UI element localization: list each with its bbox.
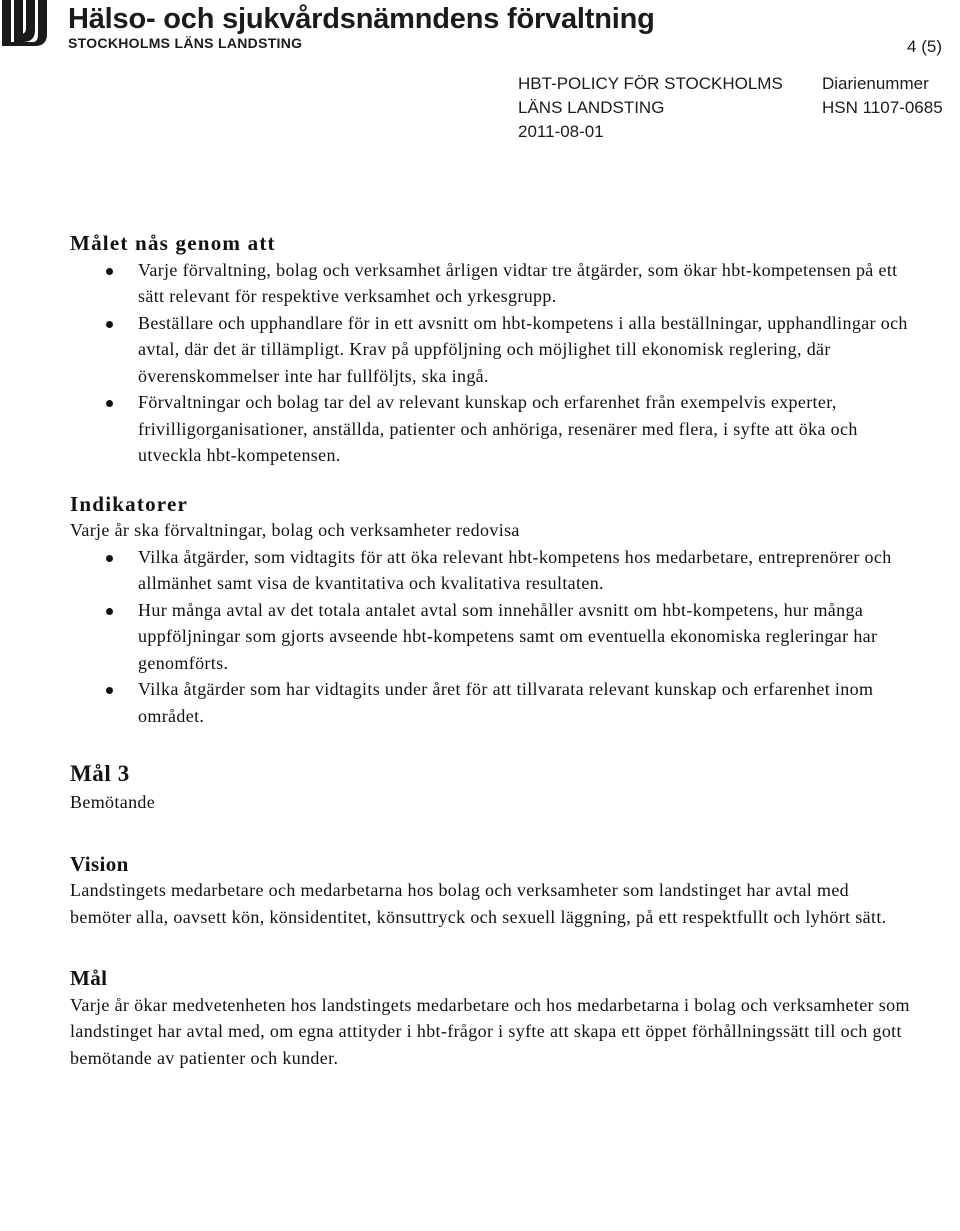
org-subtitle: STOCKHOLMS LÄNS LANDSTING [68, 35, 303, 51]
bullet-icon [106, 268, 113, 275]
bullet-icon [106, 687, 113, 694]
diary-label: Diarienummer [822, 74, 929, 93]
list-item [70, 310, 910, 390]
indicators-heading: Indikatorer [70, 491, 189, 516]
diary-number: HSN 1107-0685 [822, 98, 943, 117]
list-item [70, 544, 910, 597]
list-item-text: Förvaltningar och bolag tar del av relevant kunskap och erfarenhet från exempelvis experter, frivilligorganisationer, anställda, patienter och anhöriga, resenärer med flera, i syfte att öka och utveckla hbt-kompetensen. [138, 392, 858, 465]
indicators-intro: Varje år ska förvaltningar, bolag och verksamheter redovisa [70, 520, 520, 540]
list-item-text: Vilka åtgärder som har vidtagits under året för att tillvarata relevant kunskap och erfarenhet inom området. [138, 679, 874, 726]
document-title-block [518, 72, 783, 144]
diary-block [822, 72, 943, 120]
vision-heading: Vision [70, 851, 129, 876]
document-title-line1: HBT-POLICY FÖR STOCKHOLMS [518, 74, 783, 93]
goal-reach-heading: Målet nås genom att [70, 231, 276, 255]
document-date: 2011-08-01 [518, 122, 604, 141]
list-item [70, 597, 910, 677]
document-title-line2: LÄNS LANDSTING [518, 98, 665, 117]
goal-text: Varje år ökar medvetenheten hos landstingets medarbetare och hos medarbetarna i bolag och verksamheter som landstinget har avtal med, om egna attityder i hbt-frågor i syfte att skapa ett öppet förhållningssätt till och gott bemötande av patienter och kunder. [70, 994, 910, 1068]
org-name: Hälso- och sjukvårdsnämndens förvaltning [68, 3, 655, 35]
bullet-icon [106, 608, 113, 615]
goal3-subheading: Bemötande [70, 792, 156, 812]
list-item [70, 389, 910, 469]
list-item [70, 257, 910, 310]
sll-logo-icon [0, 0, 58, 48]
list-item-text: Hur många avtal av det totala antalet avtal som innehåller avsnitt om hbt-kompetens, hur många uppföljningar som gjorts avseende hbt-kompetens samt om eventuella ekonomiska regleringar har genomförts. [138, 599, 878, 673]
indicators-list [70, 544, 910, 730]
document-body [70, 230, 910, 1071]
list-item-text: Beställare och upphandlare för in ett avsnitt om hbt-kompetens i alla beställningar, upphandlingar och avtal, där det är tillämpligt. Krav på uppföljning och möjlighet till ekonomisk reglering, där överenskommelser inte har fullföljts, ska ingå. [138, 312, 908, 386]
goal-reach-list [70, 257, 910, 469]
bullet-icon [106, 400, 113, 407]
goal3-heading: Mål 3 [70, 761, 130, 786]
page-number: 4 (5) [907, 37, 942, 56]
bullet-icon [106, 555, 113, 562]
list-item-text: Vilka åtgärder, som vidtagits för att öka relevant hbt-kompetens hos medarbetare, entreprenörer och allmänhet samt visa de kvantitativa och kvalitativa resultaten. [138, 546, 892, 593]
bullet-icon [106, 321, 113, 328]
list-item-text: Varje förvaltning, bolag och verksamhet årligen vidtar tre åtgärder, som ökar hbt-kompetensen på ett sätt relevant för respektive verksamhet och yrkesgrupp. [138, 259, 898, 306]
vision-text: Landstingets medarbetare och medarbetarna hos bolag och verksamheter som landstinget har avtal med bemöter alla, oavsett kön, könsidentitet, könsuttryck och sexuell läggning, på ett respektfullt och lyhört sätt. [70, 880, 887, 927]
list-item [70, 676, 910, 729]
goal-heading: Mål [70, 966, 108, 990]
